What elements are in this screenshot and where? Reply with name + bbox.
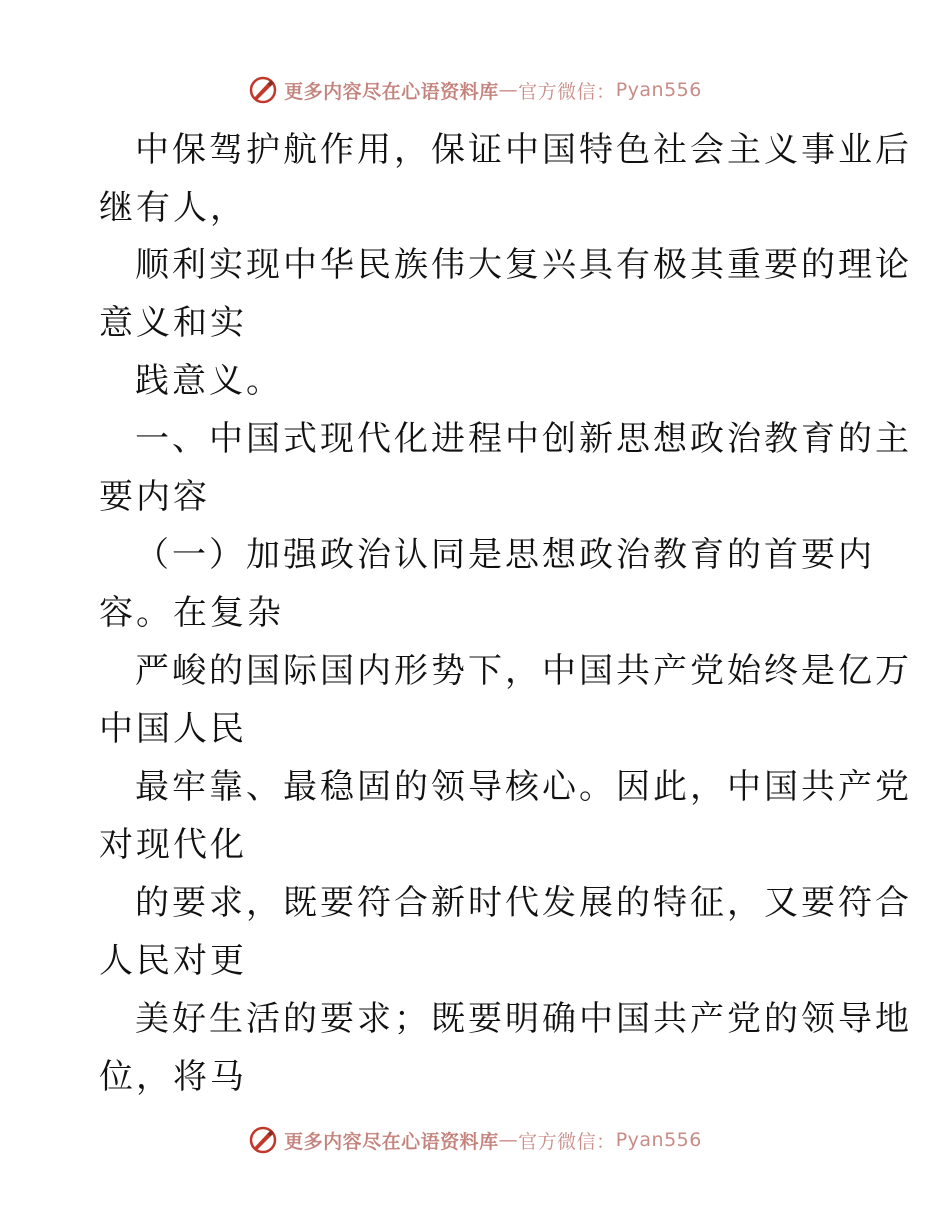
footer-watermark [0,1123,950,1157]
body-line: 容。在复杂 [99,593,284,633]
section-heading: 要内容 [99,477,210,517]
watermark-separator: — [498,79,519,101]
header-watermark [0,73,950,107]
body-line: 美好生活的要求；既要明确中国共产党的领导地 [135,999,912,1039]
watermark-separator: — [498,1129,519,1151]
watermark-wechat-id: Pyan556 [615,79,702,101]
body-line: 对现代化 [99,825,247,865]
body-line: 继有人， [99,188,247,228]
watermark-main-text: 更多内容尽在心语资料库 [284,1130,499,1153]
body-line: 中保驾护航作用，保证中国特色社会主义事业后 [135,130,912,170]
section-heading: 一、中国式现代化进程中创新思想政治教育的主 [135,419,912,459]
pen-logo-icon [248,1125,278,1155]
watermark-label: 官方微信： [518,80,616,103]
pen-logo-icon [248,75,278,105]
body-line: 践意义。 [135,361,283,401]
subsection-heading: （一）加强政治认同是思想政治教育的首要内 [135,535,875,575]
body-line: 最牢靠、最稳固的领导核心。因此，中国共产党 [135,767,912,807]
watermark-wechat-id: Pyan556 [615,1129,702,1151]
body-line: 意义和实 [99,303,247,343]
body-line: 人民对更 [99,941,247,981]
body-line: 位，将马 [99,1057,247,1097]
body-line: 中国人民 [99,709,247,749]
body-line: 严峻的国际国内形势下，中国共产党始终是亿万 [135,651,912,691]
watermark-main-text: 更多内容尽在心语资料库 [284,80,499,103]
body-line: 的要求，既要符合新时代发展的特征，又要符合 [135,883,912,923]
watermark-label: 官方微信： [518,1130,616,1153]
body-line: 顺利实现中华民族伟大复兴具有极其重要的理论 [135,245,912,285]
